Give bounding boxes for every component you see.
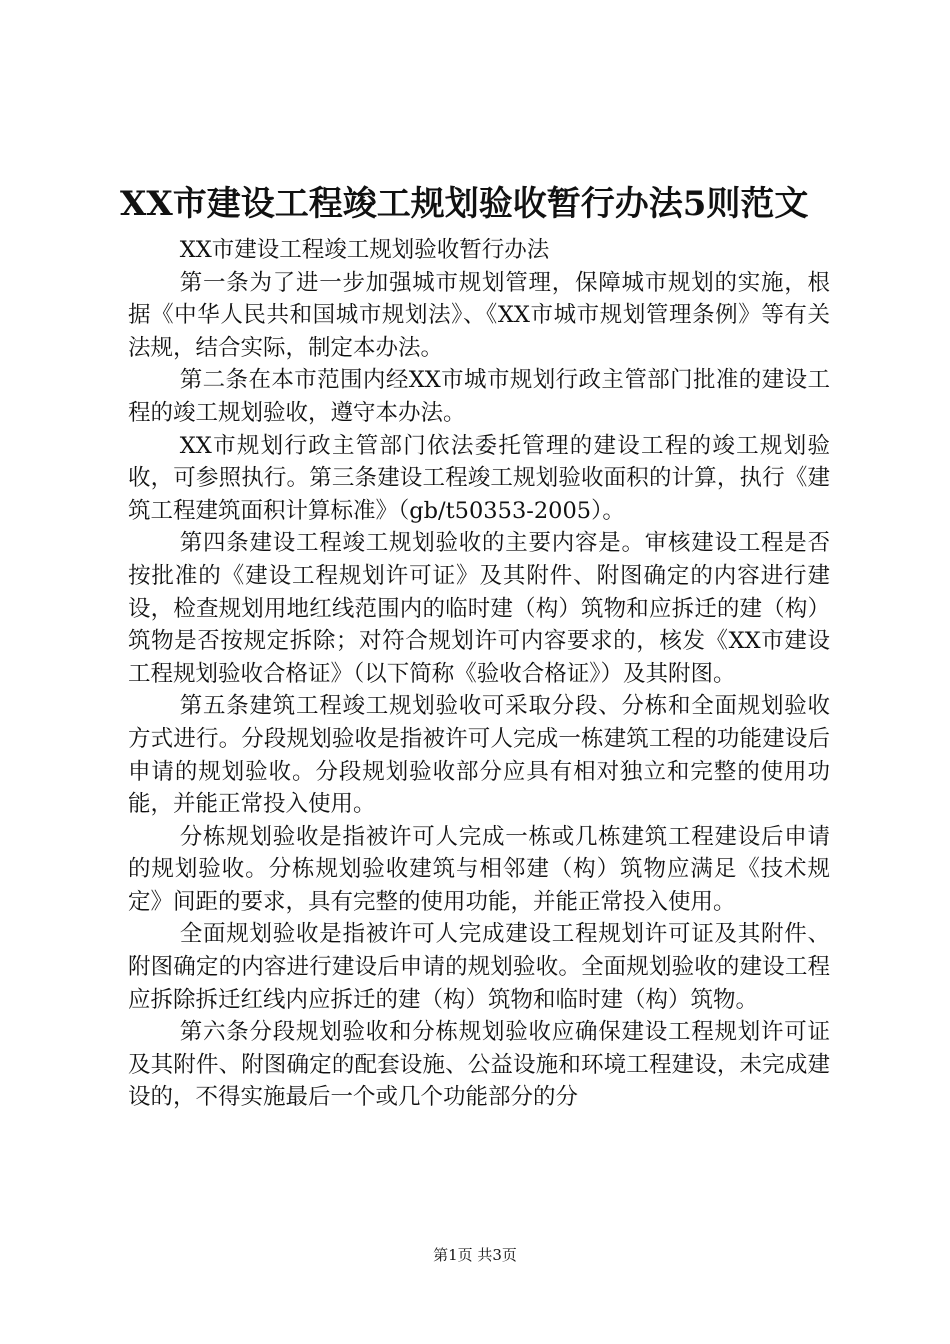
paragraph-building-acceptance: 分栋规划验收是指被许可人完成一栋或几栋建筑工程建设后申请的规划验收。分栋规划验收建筑与相邻建（构）筑物应满足《技术规定》间距的要求，具有完整的使用功能，并能正常投入使用。 — [128, 823, 830, 915]
paragraph-full-acceptance: 全面规划验收是指被许可人完成建设工程规划许可证及其附件、附图确定的内容进行建设后申请的规划验收。全面规划验收的建设工程应拆除拆迁红线内应拆迁的建（构）筑物和临时建（构）筑物。 — [128, 921, 830, 1013]
paragraph-article-4: 第四条建设工程竣工规划验收的主要内容是。审核建设工程是否按批准的《建设工程规划许可证》及其附件、附图确定的内容进行建设，检查规划用地红线范围内的临时建（构）筑物和应拆迁的建（构）筑物是否按规定拆除；对符合规划许可内容要求的，核发《XX市建设工程规划验收合格证》（以下简称《验收合格证》）及其附图。 — [128, 530, 830, 687]
page-number-footer: 第1页 共3页 — [433, 1246, 517, 1264]
paragraph-article-3: XX市规划行政主管部门依法委托管理的建设工程的竣工规划验收，可参照执行。第三条建设工程竣工规划验收面积的计算，执行《建筑工程建筑面积计算标准》（gb/t50353-2005）。 — [128, 432, 830, 524]
paragraph-article-1: 第一条为了进一步加强城市规划管理，保障城市规划的实施，根据《中华人民共和国城市规划法》、《XX市城市规划管理条例》等有关法规，结合实际，制定本办法。 — [128, 269, 830, 361]
document-title: XX市建设工程竣工规划验收暂行办法5则范文 — [120, 184, 809, 224]
paragraph-subtitle: XX市建设工程竣工规划验收暂行办法 — [179, 237, 550, 263]
paragraph-article-6: 第六条分段规划验收和分栋规划验收应确保建设工程规划许可证及其附件、附图确定的配套设施、公益设施和环境工程建设，未完成建设的，不得实施最后一个或几个功能部分的分 — [128, 1019, 830, 1111]
paragraph-article-2: 第二条在本市范围内经XX市城市规划行政主管部门批准的建设工程的竣工规划验收，遵守本办法。 — [128, 367, 830, 426]
document-body — [128, 234, 830, 1114]
paragraph-article-5: 第五条建筑工程竣工规划验收可采取分段、分栋和全面规划验收方式进行。分段规划验收是指被许可人完成一栋建筑工程的功能建设后申请的规划验收。分段规划验收部分应具有相对独立和完整的使用功能，并能正常投入使用。 — [128, 693, 830, 818]
